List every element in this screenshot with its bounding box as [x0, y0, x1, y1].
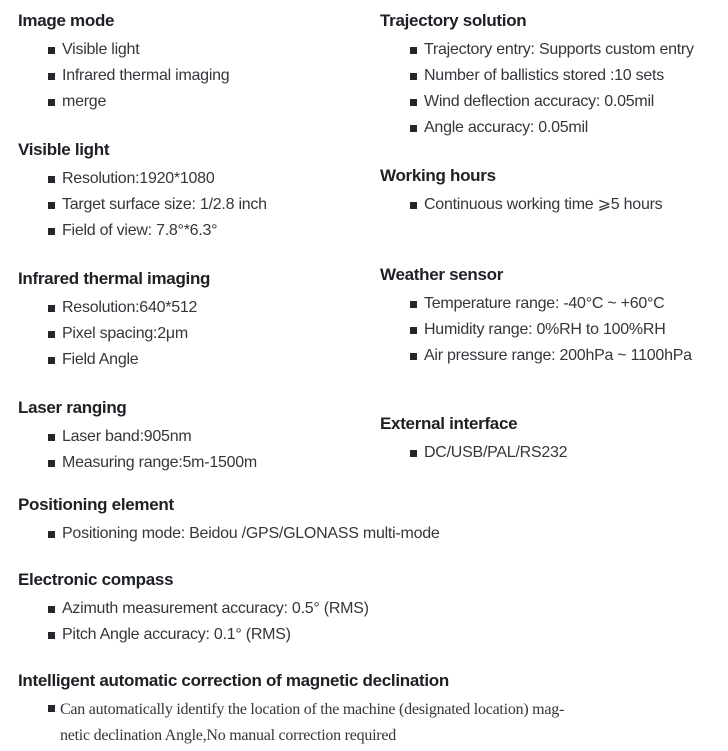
- spec-item: [18, 450, 380, 476]
- spec-text: Temperature range: -40°C ~ +60°C: [424, 295, 665, 312]
- section-visible-light: [18, 139, 380, 244]
- section-title: Infrared thermal imaging: [18, 269, 211, 288]
- section-weather-sensor: [380, 264, 728, 369]
- spec-text: Angle accuracy: 0.05mil: [424, 119, 589, 136]
- section-title: Intelligent automatic correction of magnetic declination: [18, 671, 449, 690]
- section-trajectory-solution: [380, 10, 728, 141]
- spec-item: [380, 343, 728, 369]
- bullet-square-icon: [48, 357, 55, 364]
- spec-text: Pixel spacing:2μm: [62, 325, 188, 342]
- spec-list: [18, 521, 728, 547]
- section-positioning-element: [18, 494, 728, 547]
- bullet-square-icon: [410, 73, 417, 80]
- spec-item: [380, 317, 728, 343]
- spec-text: Measuring range:5m-1500m: [62, 454, 257, 471]
- bullet-square-icon: [48, 176, 55, 183]
- section-infrared-thermal-imaging: [18, 268, 380, 373]
- spec-item: [380, 89, 728, 115]
- bullet-square-icon: [48, 202, 55, 209]
- bullet-square-icon: [410, 327, 417, 334]
- spec-item: [380, 63, 728, 89]
- spec-list: [18, 166, 380, 244]
- spec-list: [18, 424, 380, 476]
- spec-item: [18, 321, 380, 347]
- spec-list: [380, 440, 728, 466]
- spec-text: Visible light: [62, 41, 140, 58]
- section-title: Visible light: [18, 140, 110, 159]
- spec-item: [18, 622, 728, 648]
- spec-item: [18, 192, 380, 218]
- bullet-square-icon: [410, 202, 417, 209]
- spec-list: [18, 37, 380, 115]
- spec-text: Infrared thermal imaging: [62, 67, 230, 84]
- spec-item: [18, 218, 380, 244]
- spec-item: [18, 89, 380, 115]
- spec-text: Laser band:905nm: [62, 428, 192, 445]
- spec-list: [380, 192, 728, 218]
- spec-text: Humidity range: 0%RH to 100%RH: [424, 321, 666, 338]
- spec-item: [18, 166, 380, 192]
- section-external-interface: [380, 413, 728, 466]
- bullet-square-icon: [410, 353, 417, 360]
- spec-text: Azimuth measurement accuracy: 0.5° (RMS): [62, 600, 369, 617]
- spec-item: [18, 596, 728, 622]
- bullet-square-icon: [48, 705, 55, 712]
- section-title: Laser ranging: [18, 398, 127, 417]
- spec-text-line-2: netic declination Angle,No manual correction required: [60, 727, 396, 744]
- spec-item: [18, 521, 728, 547]
- spec-item: [380, 192, 728, 218]
- full-width-area: [18, 494, 728, 749]
- spec-text: DC/USB/PAL/RS232: [424, 444, 568, 461]
- left-column: [18, 10, 380, 476]
- spec-text: Pitch Angle accuracy: 0.1° (RMS): [62, 626, 291, 643]
- spec-item: [18, 37, 380, 63]
- section-title: Electronic compass: [18, 570, 174, 589]
- bullet-square-icon: [48, 606, 55, 613]
- section-title: Positioning element: [18, 495, 174, 514]
- spec-list: [380, 291, 728, 369]
- spec-list: [18, 596, 728, 648]
- spec-item: [18, 63, 380, 89]
- spec-text: Field of view: 7.8°*6.3°: [62, 222, 218, 239]
- bullet-square-icon: [48, 632, 55, 639]
- spec-text: merge: [62, 93, 107, 110]
- spec-item: [380, 115, 728, 141]
- section-title: External interface: [380, 414, 518, 433]
- spec-text: Field Angle: [62, 351, 139, 368]
- bullet-square-icon: [48, 331, 55, 338]
- bullet-square-icon: [48, 73, 55, 80]
- bullet-square-icon: [48, 434, 55, 441]
- bullet-square-icon: [48, 99, 55, 106]
- spec-text-multiline: [60, 697, 564, 749]
- spec-text: Wind deflection accuracy: 0.05mil: [424, 93, 655, 110]
- section-title: Image mode: [18, 11, 115, 30]
- bullet-square-icon: [48, 305, 55, 312]
- section-title: Working hours: [380, 166, 496, 185]
- spec-list: [18, 295, 380, 373]
- spec-item: [18, 347, 380, 373]
- section-laser-ranging: [18, 397, 380, 476]
- spec-item: [380, 440, 728, 466]
- spec-item: [18, 424, 380, 450]
- right-column: [380, 10, 728, 466]
- bullet-square-icon: [48, 460, 55, 467]
- section-magnetic-declination-correction: [18, 670, 728, 749]
- section-electronic-compass: [18, 569, 728, 648]
- bullet-square-icon: [48, 47, 55, 54]
- spec-text: Continuous working time ⩾5 hours: [424, 196, 663, 213]
- bullet-square-icon: [410, 125, 417, 132]
- bullet-square-icon: [410, 99, 417, 106]
- spec-item: [380, 291, 728, 317]
- bullet-square-icon: [48, 228, 55, 235]
- two-column-area: [18, 10, 728, 476]
- spec-list: [380, 37, 728, 141]
- section-title: Weather sensor: [380, 265, 504, 284]
- spec-text: Trajectory entry: Supports custom entry: [424, 41, 694, 58]
- bullet-square-icon: [410, 450, 417, 457]
- section-working-hours: [380, 165, 728, 218]
- spec-text: Positioning mode: Beidou /GPS/GLONASS multi-mode: [62, 525, 440, 542]
- spec-text: Resolution:1920*1080: [62, 170, 215, 187]
- spec-item: [18, 295, 380, 321]
- spec-list: [18, 697, 728, 749]
- section-image-mode: [18, 10, 380, 115]
- spec-text: Air pressure range: 200hPa ~ 1100hPa: [424, 347, 692, 364]
- spec-item: [380, 37, 728, 63]
- bullet-square-icon: [48, 531, 55, 538]
- bullet-square-icon: [410, 301, 417, 308]
- bullet-square-icon: [410, 47, 417, 54]
- spec-text: Target surface size: 1/2.8 inch: [62, 196, 267, 213]
- section-title: Trajectory solution: [380, 11, 527, 30]
- spec-item: [18, 697, 728, 749]
- spec-text: Resolution:640*512: [62, 299, 198, 316]
- spec-text-line-1: Can automatically identify the location of the machine (designated location) mag-: [60, 701, 565, 718]
- spec-text: Number of ballistics stored :10 sets: [424, 67, 664, 84]
